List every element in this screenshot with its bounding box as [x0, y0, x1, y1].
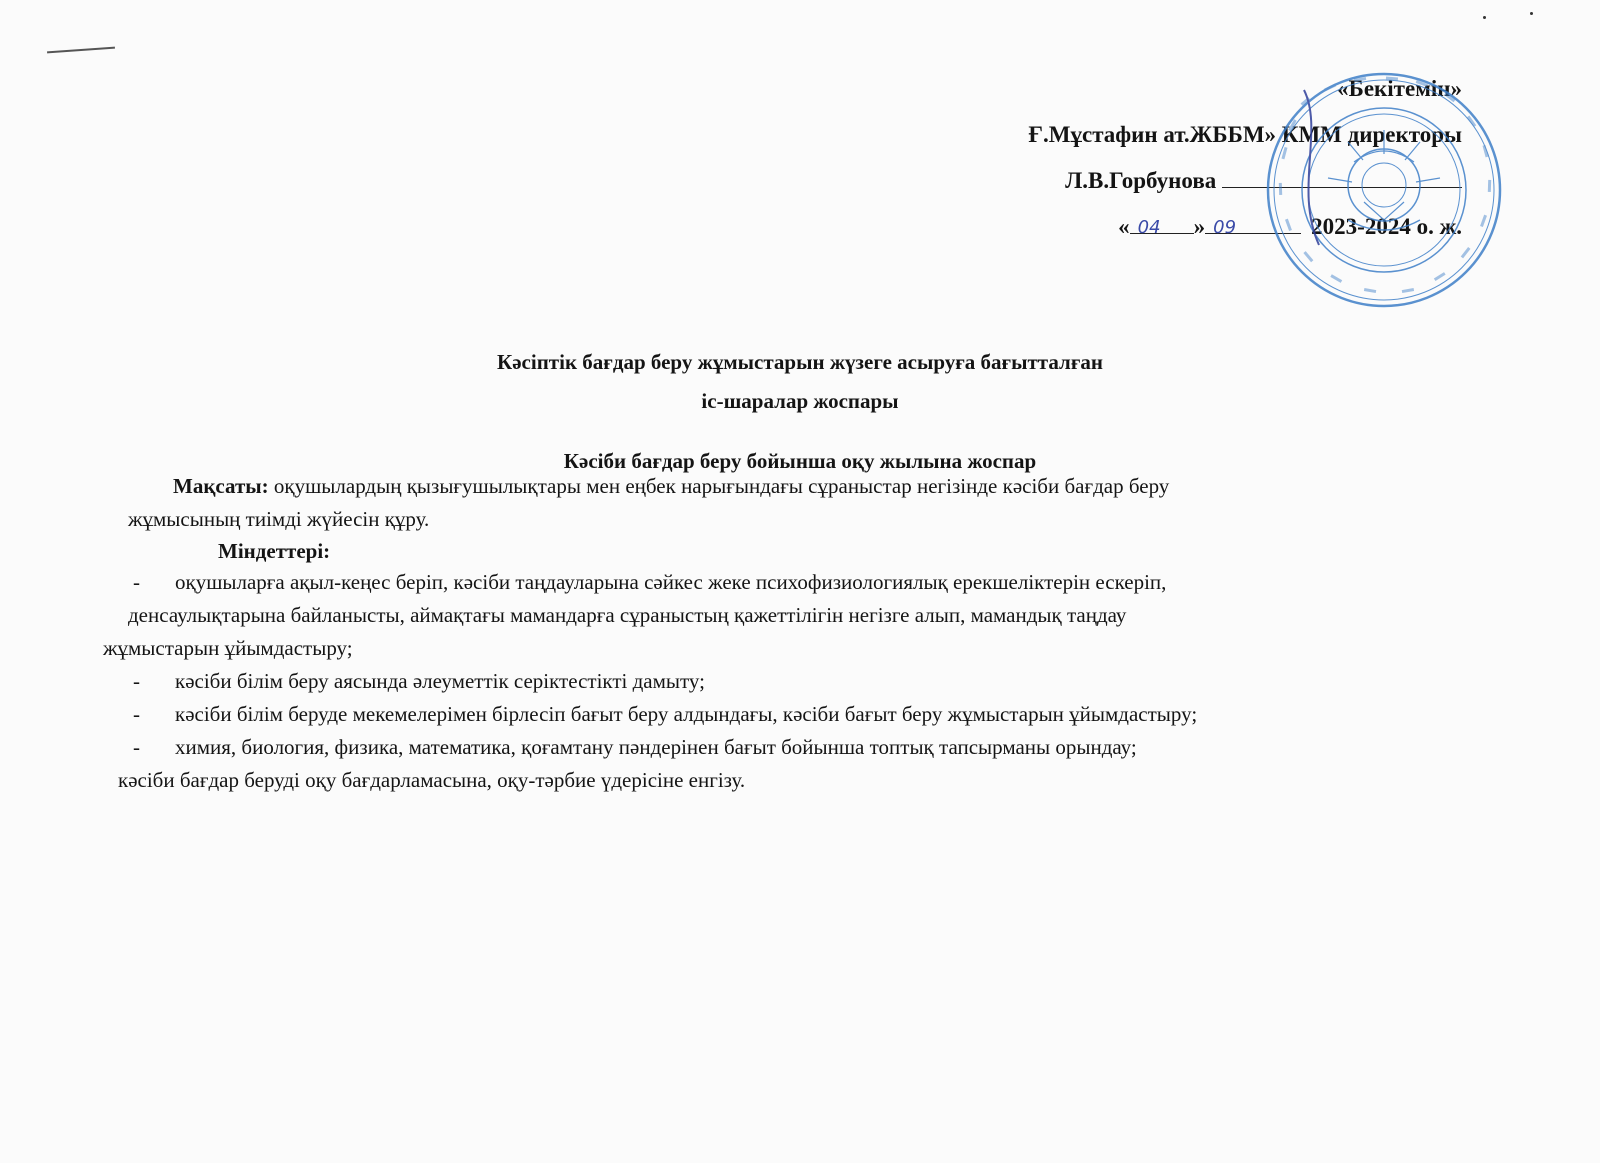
task-text: химия, биология, физика, математика, қоғамтану пәндерінен бағыт бойынша топтық тапсырманы орындау; — [175, 735, 1137, 759]
date-year: 2023-2024 о. ж. — [1311, 214, 1462, 239]
dash-bullet: - — [133, 735, 140, 759]
document-title: Кәсіптік бағдар беру жұмыстарын жүзеге асыруға бағытталған — [497, 350, 1103, 374]
final-task-line: кәсіби бағдар беруді оқу бағдарламасына, оқу-тәрбие үдерісіне енгізу. — [118, 768, 746, 792]
official-seal-stamp — [1264, 70, 1504, 310]
goal-label: Мақсаты: — [173, 474, 269, 498]
date-open-quote: « — [1118, 214, 1130, 239]
approval-position: Ғ.Мұстафин ат.ЖББМ» КММ директоры — [1028, 122, 1462, 147]
goal-text-continued: жұмысының тиімді жүйесін құру. — [128, 507, 430, 531]
dash-bullet: - — [133, 669, 140, 693]
signatory-name: Л.В.Горбунова — [1065, 168, 1217, 193]
goal-paragraph — [103, 470, 1493, 503]
approval-heading: «Бекітемін» — [1337, 76, 1462, 101]
task-item — [103, 566, 1493, 599]
task-text: кәсіби білім беруде мекемелерімен бірлесіп бағыт беру алдындағы, кәсіби бағыт беру жұмыстарын ұйымдастыру; — [175, 702, 1198, 726]
document-body — [103, 470, 1493, 797]
scan-mark — [47, 47, 115, 54]
task-item-continued: денсаулықтарына байланысты, аймақтағы мамандарға сұраныстың қажеттілігін негізге алып, мамандық таңдау — [128, 603, 1127, 627]
task-item — [103, 665, 1493, 698]
task-text: кәсіби білім беру аясында әлеуметтік серіктестікті дамыту; — [175, 669, 705, 693]
document-subtitle: Кәсіби бағдар беру бойынша оқу жылына жоспар — [563, 449, 1037, 473]
tasks-heading: Міндеттері: — [218, 539, 331, 563]
task-item-continued: жұмыстарын ұйымдастыру; — [103, 636, 353, 660]
task-item — [103, 731, 1493, 764]
task-text: оқушыларға ақыл-кеңес беріп, кәсіби таңдауларына сәйкес жеке психофизиологиялық ерекшеліктерін ескеріп, — [175, 570, 1167, 594]
scan-speck — [1530, 12, 1533, 15]
dash-bullet: - — [133, 570, 140, 594]
dash-bullet: - — [133, 702, 140, 726]
date-mid-quote: » — [1193, 214, 1206, 239]
date-day-handwritten: 04 — [1137, 217, 1161, 238]
document-title-line2: іс-шаралар жоспары — [701, 389, 899, 413]
date-day-field — [1130, 211, 1194, 238]
date-month-handwritten: 09 — [1213, 217, 1237, 238]
scan-speck — [1483, 16, 1486, 19]
task-item — [103, 698, 1493, 731]
goal-text: оқушылардың қызығушылықтары мен еңбек нарығындағы сұраныстар негізінде кәсіби бағдар беру — [268, 474, 1170, 498]
